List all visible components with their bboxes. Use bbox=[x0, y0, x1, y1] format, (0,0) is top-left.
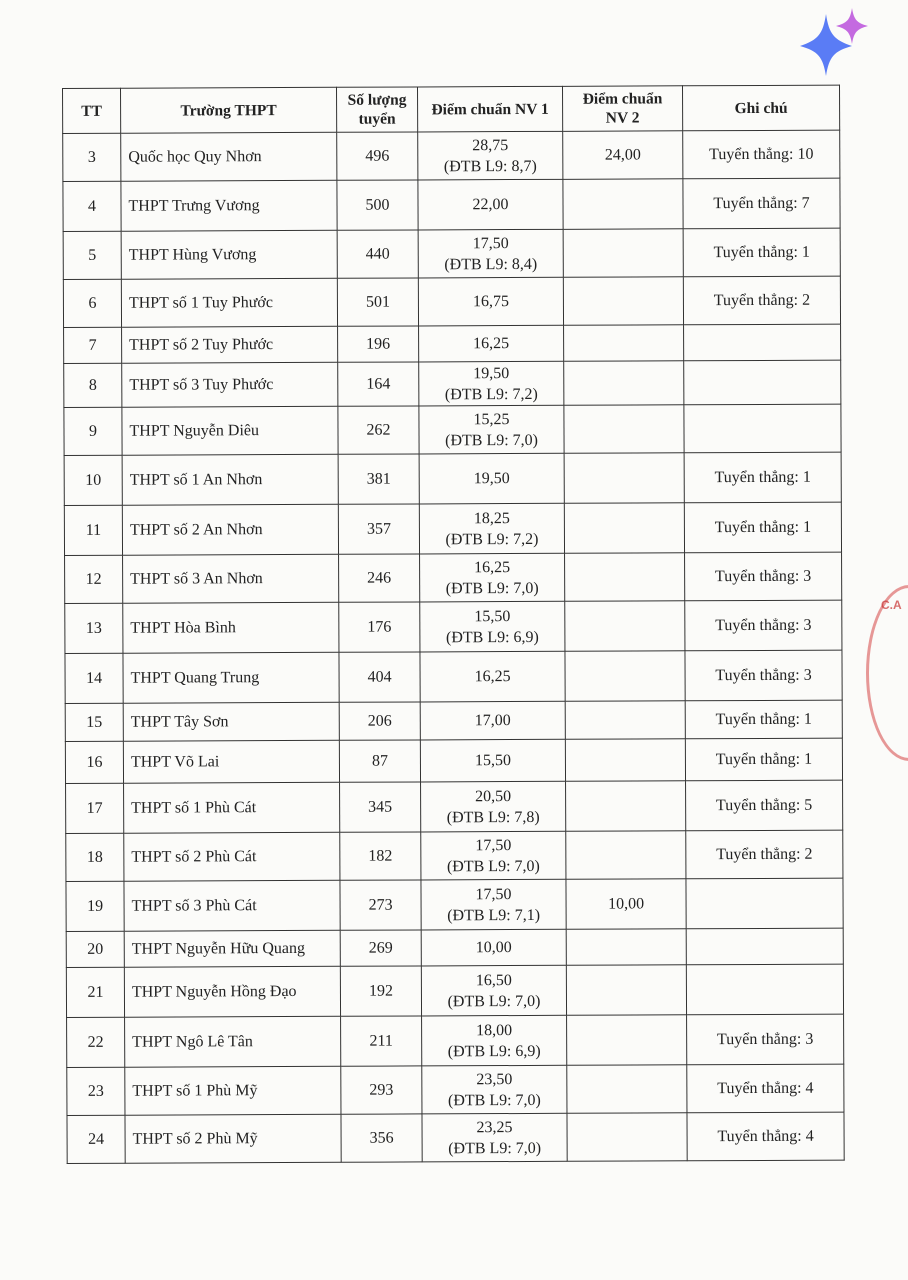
admission-scores-table bbox=[62, 85, 845, 1164]
cell-quota: 182 bbox=[340, 832, 421, 880]
cell-nv2 bbox=[564, 503, 684, 554]
cell-tt: 17 bbox=[66, 783, 124, 833]
cell-tt: 12 bbox=[65, 555, 123, 603]
nv1-gpa-note: (ĐTB L9: 8,7) bbox=[443, 157, 537, 175]
cell-tt: 6 bbox=[63, 279, 121, 327]
cell-nv1 bbox=[422, 1015, 567, 1066]
cell-tt: 19 bbox=[66, 881, 124, 931]
nv1-score: 28,75 bbox=[472, 136, 509, 154]
cell-nv2 bbox=[566, 781, 686, 832]
cell-nv2 bbox=[564, 361, 684, 406]
cell-nv1 bbox=[420, 601, 565, 652]
header-nv1: Điểm chuẩn NV 1 bbox=[417, 86, 562, 132]
cell-school: THPT số 2 Phù Cát bbox=[124, 832, 340, 881]
cell-nv1 bbox=[420, 739, 565, 782]
table-row bbox=[65, 650, 842, 703]
nv1-score: 16,25 bbox=[474, 668, 511, 686]
cell-nv2 bbox=[563, 179, 683, 230]
cell-tt: 15 bbox=[65, 703, 123, 741]
cell-tt: 11 bbox=[64, 505, 122, 555]
cell-nv2 bbox=[565, 701, 685, 740]
nv1-score: 16,25 bbox=[473, 335, 510, 353]
cell-quota: 164 bbox=[338, 362, 419, 406]
cell-school: THPT số 1 Tuy Phước bbox=[121, 278, 337, 327]
cell-school: THPT Nguyễn Hữu Quang bbox=[124, 930, 340, 967]
nv1-gpa-note: (ĐTB L9: 7,2) bbox=[444, 385, 538, 403]
cell-tt: 8 bbox=[64, 363, 122, 407]
table-row bbox=[66, 780, 843, 833]
nv1-score: 19,50 bbox=[473, 470, 510, 488]
cell-nv1 bbox=[418, 179, 563, 230]
nv1-gpa-note: (ĐTB L9: 7,8) bbox=[446, 808, 540, 826]
cell-nv1 bbox=[421, 879, 566, 930]
cell-note bbox=[684, 360, 841, 405]
cell-note: Tuyển thẳng: 2 bbox=[686, 830, 843, 879]
cell-nv2 bbox=[567, 1065, 687, 1114]
nv1-score: 15,25 bbox=[473, 410, 510, 428]
header-nv2-line2: NV 2 bbox=[605, 109, 640, 127]
cell-tt: 3 bbox=[63, 133, 121, 181]
table-row bbox=[66, 928, 843, 967]
cell-quota: 176 bbox=[339, 602, 420, 652]
cell-school: THPT số 1 An Nhơn bbox=[122, 454, 338, 505]
cell-nv2 bbox=[566, 831, 686, 880]
cell-nv1 bbox=[419, 325, 564, 362]
cell-school: THPT số 3 Phù Cát bbox=[124, 880, 340, 931]
cell-tt: 16 bbox=[65, 741, 123, 783]
cell-note: Tuyển thẳng: 3 bbox=[685, 600, 842, 651]
nv1-score: 16,50 bbox=[475, 971, 512, 989]
cell-nv1 bbox=[418, 277, 563, 326]
cell-nv2: 10,00 bbox=[566, 879, 686, 930]
cell-nv2: 24,00 bbox=[563, 131, 683, 180]
table-row bbox=[64, 404, 841, 455]
cell-note bbox=[686, 878, 843, 929]
cell-nv1 bbox=[422, 1113, 567, 1162]
cell-quota: 293 bbox=[341, 1066, 422, 1114]
table-row bbox=[65, 700, 842, 741]
header-tt: TT bbox=[63, 88, 121, 133]
cell-nv1 bbox=[419, 453, 564, 504]
cell-note: Tuyển thẳng: 1 bbox=[683, 228, 840, 277]
header-quota-line1: Số lượng bbox=[347, 91, 407, 109]
nv1-score: 15,50 bbox=[474, 752, 511, 770]
cell-quota: 345 bbox=[340, 782, 421, 832]
cell-note: Tuyển thẳng: 4 bbox=[687, 1064, 844, 1113]
cell-quota: 269 bbox=[340, 930, 421, 966]
sparkle-icon bbox=[796, 4, 880, 84]
nv1-gpa-note: (ĐTB L9: 7,0) bbox=[445, 431, 539, 449]
table-row bbox=[63, 130, 840, 181]
table-row bbox=[63, 276, 840, 327]
cell-quota: 357 bbox=[338, 504, 419, 554]
cell-school: THPT số 2 Tuy Phước bbox=[122, 326, 338, 363]
cell-nv2 bbox=[567, 1015, 687, 1066]
cell-quota: 404 bbox=[339, 652, 420, 702]
nv1-score: 16,75 bbox=[472, 293, 509, 311]
cell-note: Tuyển thẳng: 3 bbox=[687, 1014, 844, 1065]
cell-nv1 bbox=[420, 701, 565, 740]
cell-note: Tuyển thẳng: 3 bbox=[685, 552, 842, 601]
nv1-score: 16,25 bbox=[474, 558, 511, 576]
table-row bbox=[63, 178, 840, 231]
cell-nv1 bbox=[418, 229, 563, 278]
cell-tt: 20 bbox=[66, 931, 124, 967]
nv1-score: 19,50 bbox=[473, 364, 510, 382]
cell-school: THPT Hòa Bình bbox=[123, 602, 339, 653]
nv1-gpa-note: (ĐTB L9: 7,2) bbox=[445, 530, 539, 548]
cell-school: THPT số 2 An Nhơn bbox=[122, 504, 338, 555]
header-nv2-line1: Điểm chuẩn bbox=[582, 90, 663, 108]
nv1-score: 17,50 bbox=[475, 836, 512, 854]
nv1-score: 23,25 bbox=[476, 1118, 513, 1136]
cell-school: THPT số 3 Tuy Phước bbox=[122, 362, 338, 407]
cell-quota: 500 bbox=[337, 180, 418, 230]
table-row bbox=[63, 228, 840, 279]
table-row bbox=[64, 324, 841, 363]
cell-nv2 bbox=[564, 405, 684, 454]
red-stamp bbox=[866, 585, 908, 761]
cell-school: THPT Nguyễn Hồng Đạo bbox=[124, 966, 340, 1017]
cell-school: Quốc học Quy Nhơn bbox=[121, 132, 337, 181]
cell-nv1 bbox=[419, 503, 564, 554]
nv1-gpa-note: (ĐTB L9: 7,1) bbox=[447, 906, 541, 924]
cell-nv2 bbox=[565, 601, 685, 652]
cell-nv2 bbox=[563, 277, 683, 326]
nv1-gpa-note: (ĐTB L9: 6,9) bbox=[445, 628, 539, 646]
header-nv2 bbox=[562, 86, 682, 132]
table-row bbox=[65, 600, 842, 653]
cell-quota: 246 bbox=[339, 554, 420, 602]
cell-tt: 5 bbox=[63, 231, 121, 279]
table-row bbox=[67, 1112, 844, 1163]
cell-school: THPT Nguyễn Diêu bbox=[122, 406, 338, 455]
cell-nv2 bbox=[565, 651, 685, 702]
cell-school: THPT Tây Sơn bbox=[123, 702, 339, 741]
cell-quota: 501 bbox=[337, 278, 418, 326]
nv1-score: 15,50 bbox=[474, 607, 511, 625]
cell-tt: 13 bbox=[65, 603, 123, 653]
cell-nv2 bbox=[563, 229, 683, 278]
cell-quota: 192 bbox=[340, 966, 421, 1016]
cell-note: Tuyển thẳng: 7 bbox=[683, 178, 840, 229]
cell-tt: 14 bbox=[65, 653, 123, 703]
cell-nv1 bbox=[419, 361, 564, 406]
header-school: Trường THPT bbox=[121, 87, 337, 133]
cell-note bbox=[684, 324, 841, 361]
cell-school: THPT Ngô Lê Tân bbox=[125, 1016, 341, 1067]
cell-quota: 262 bbox=[338, 406, 419, 454]
cell-nv2 bbox=[565, 739, 685, 782]
cell-note bbox=[686, 964, 843, 1015]
table-row bbox=[64, 360, 841, 407]
cell-tt: 21 bbox=[66, 967, 124, 1017]
cell-tt: 9 bbox=[64, 407, 122, 455]
nv1-gpa-note: (ĐTB L9: 7,0) bbox=[445, 579, 539, 597]
cell-tt: 18 bbox=[66, 833, 124, 881]
cell-quota: 496 bbox=[337, 132, 418, 180]
table-row bbox=[66, 830, 843, 881]
cell-note: Tuyển thẳng: 10 bbox=[683, 130, 840, 179]
cell-note bbox=[684, 404, 841, 453]
cell-note: Tuyển thẳng: 5 bbox=[686, 780, 843, 831]
table-row bbox=[64, 452, 841, 505]
cell-nv1 bbox=[420, 651, 565, 702]
cell-note: Tuyển thẳng: 2 bbox=[683, 276, 840, 325]
nv1-score: 17,50 bbox=[472, 234, 509, 252]
table-row bbox=[64, 502, 841, 555]
nv1-score: 18,25 bbox=[473, 509, 510, 527]
nv1-score: 10,00 bbox=[475, 939, 512, 957]
cell-school: THPT số 3 An Nhơn bbox=[123, 554, 339, 603]
table-header-row bbox=[63, 85, 840, 133]
cell-school: THPT số 1 Phù Cát bbox=[124, 782, 340, 833]
cell-nv2 bbox=[567, 1113, 687, 1162]
cell-nv1 bbox=[421, 965, 566, 1016]
cell-nv1 bbox=[421, 929, 566, 966]
cell-quota: 356 bbox=[341, 1114, 422, 1162]
cell-nv1 bbox=[421, 831, 566, 880]
table-row bbox=[66, 964, 843, 1017]
cell-nv2 bbox=[564, 325, 684, 362]
table-row bbox=[65, 738, 842, 783]
table-row bbox=[67, 1064, 844, 1115]
cell-note: Tuyển thẳng: 1 bbox=[685, 738, 842, 781]
cell-school: THPT Quang Trung bbox=[123, 652, 339, 703]
cell-nv1 bbox=[418, 131, 563, 180]
cell-nv1 bbox=[422, 1065, 567, 1114]
cell-school: THPT số 2 Phù Mỹ bbox=[125, 1114, 341, 1163]
table-row bbox=[66, 878, 843, 931]
cell-tt: 4 bbox=[63, 181, 121, 231]
header-quota-line2: tuyển bbox=[358, 110, 396, 128]
cell-nv2 bbox=[566, 929, 686, 966]
cell-quota: 196 bbox=[338, 326, 419, 362]
cell-quota: 381 bbox=[338, 454, 419, 504]
cell-tt: 22 bbox=[67, 1017, 125, 1067]
table-row bbox=[65, 552, 842, 603]
cell-school: THPT Trưng Vương bbox=[121, 180, 337, 231]
nv1-score: 17,00 bbox=[474, 712, 511, 730]
nv1-score: 18,00 bbox=[476, 1021, 513, 1039]
cell-note: Tuyển thẳng: 3 bbox=[685, 650, 842, 701]
header-quota bbox=[336, 87, 417, 132]
cell-nv1 bbox=[420, 553, 565, 602]
cell-note: Tuyển thẳng: 4 bbox=[687, 1112, 844, 1161]
nv1-gpa-note: (ĐTB L9: 7,0) bbox=[448, 1139, 542, 1157]
nv1-gpa-note: (ĐTB L9: 6,9) bbox=[447, 1042, 541, 1060]
cell-school: THPT số 1 Phù Mỹ bbox=[125, 1066, 341, 1115]
cell-nv1 bbox=[419, 405, 564, 454]
cell-note: Tuyển thẳng: 1 bbox=[684, 452, 841, 503]
cell-quota: 211 bbox=[341, 1016, 422, 1066]
cell-note bbox=[686, 928, 843, 965]
cell-school: THPT Võ Lai bbox=[123, 740, 339, 783]
nv1-gpa-note: (ĐTB L9: 8,4) bbox=[444, 255, 538, 273]
cell-tt: 7 bbox=[64, 327, 122, 363]
cell-tt: 10 bbox=[64, 455, 122, 505]
nv1-score: 20,50 bbox=[475, 787, 512, 805]
cell-quota: 273 bbox=[340, 880, 421, 930]
cell-nv1 bbox=[421, 781, 566, 832]
cell-nv2 bbox=[566, 965, 686, 1016]
nv1-score: 22,00 bbox=[472, 196, 509, 214]
stamp-text: C.A bbox=[881, 598, 902, 612]
cell-nv2 bbox=[565, 553, 685, 602]
nv1-gpa-note: (ĐTB L9: 7,0) bbox=[447, 1091, 541, 1109]
cell-school: THPT Hùng Vương bbox=[121, 230, 337, 279]
nv1-score: 23,50 bbox=[476, 1070, 513, 1088]
nv1-gpa-note: (ĐTB L9: 7,0) bbox=[447, 992, 541, 1010]
nv1-gpa-note: (ĐTB L9: 7,0) bbox=[446, 857, 540, 875]
cell-tt: 23 bbox=[67, 1067, 125, 1115]
header-note: Ghi chú bbox=[682, 85, 839, 131]
nv1-score: 17,50 bbox=[475, 885, 512, 903]
cell-quota: 87 bbox=[339, 740, 420, 782]
cell-quota: 440 bbox=[337, 230, 418, 278]
cell-nv2 bbox=[564, 453, 684, 504]
cell-note: Tuyển thẳng: 1 bbox=[684, 502, 841, 553]
cell-quota: 206 bbox=[339, 702, 420, 740]
cell-tt: 24 bbox=[67, 1115, 125, 1163]
cell-note: Tuyển thẳng: 1 bbox=[685, 700, 842, 739]
table-row bbox=[67, 1014, 844, 1067]
